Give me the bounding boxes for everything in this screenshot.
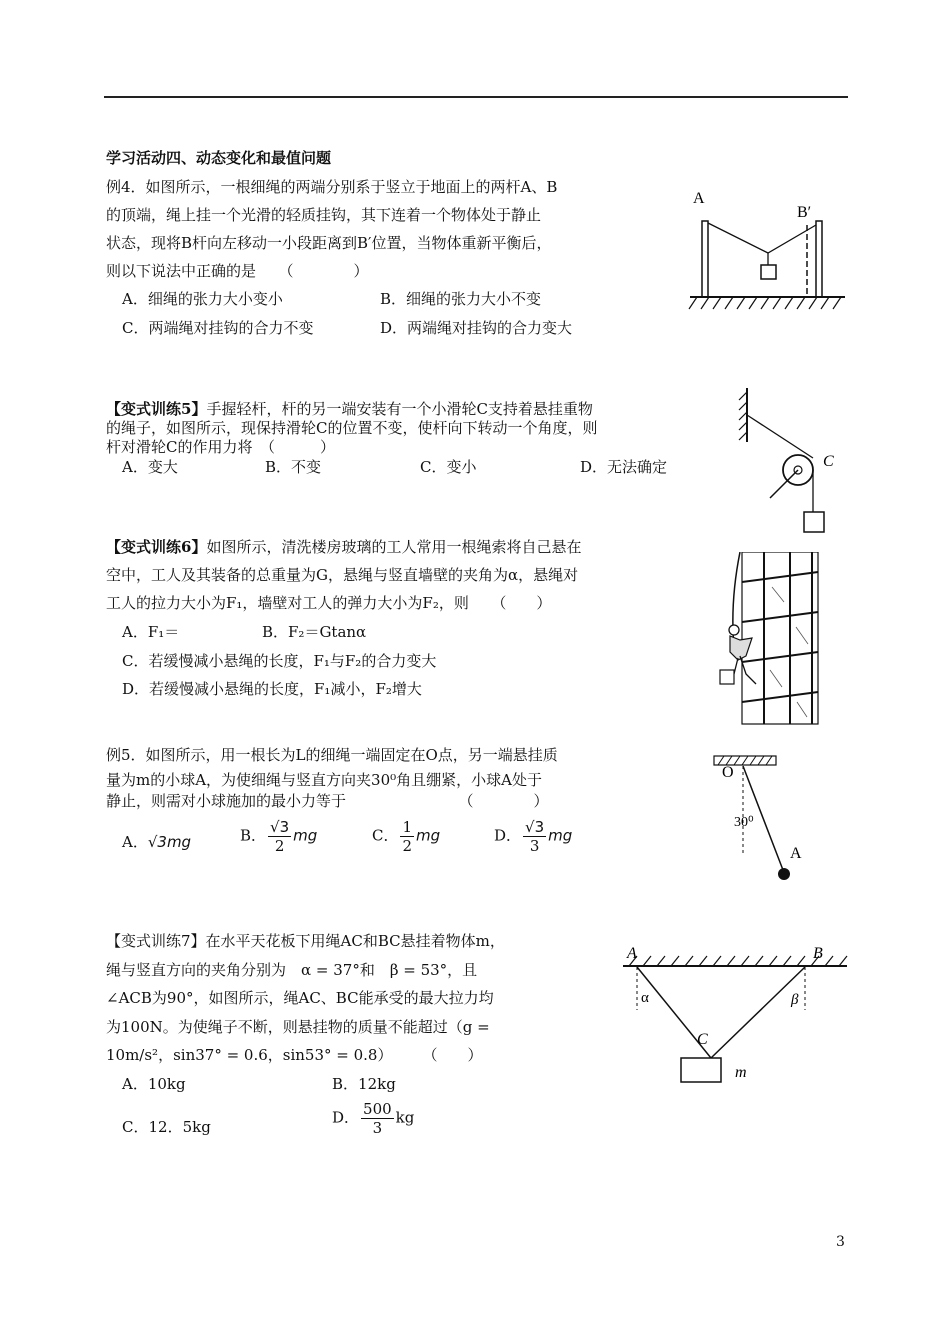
v7-line1 [106, 931, 505, 951]
v5-line3: 杆对滑轮C的作用力将 （ ） [106, 438, 335, 456]
fraction-denominator: 3 [529, 837, 540, 855]
v6-line2: 空中，工人及其装备的总重量为G，悬绳与竖直墙壁的夹角为α，悬绳对 [106, 566, 579, 584]
ex5-line2: 量为m的小球A，为使细绳与竖直方向夹30⁰角且绷紧，小球A处于 [106, 771, 542, 789]
fraction-denominator: 3 [372, 1119, 383, 1137]
ex4-option-d: D．两端绳对挂钩的合力变大 [380, 319, 573, 337]
option-unit: mg [416, 826, 441, 845]
fraction-denominator: 2 [402, 837, 413, 855]
ex5-option-a [122, 832, 191, 852]
v7-label-c: C [697, 1031, 708, 1048]
v5-label-c: C [823, 453, 834, 470]
v7-label-m: m [735, 1064, 747, 1081]
v7-line3: ∠ACB为90°，如图所示，绳AC、BC能承受的最大拉力均 [106, 989, 494, 1007]
fraction-numerator: 1 [402, 818, 413, 836]
ex4-line: 则以下说法中正确的是 （ ） [106, 262, 369, 280]
ex4-line: 的顶端，绳上挂一个光滑的轻质挂钩，其下连着一个物体处于静止 [106, 206, 542, 224]
ex5-line3: 静止，则需对小球施加的最小力等于 （ ） [106, 792, 549, 810]
v6-option-a: A．F₁＝ [122, 623, 180, 641]
page-number: 3 [836, 1234, 845, 1250]
v7-figure [615, 940, 855, 1090]
ex4-option-b: B．细绳的张力大小不变 [380, 290, 542, 308]
v7-label-b: B [813, 945, 823, 962]
ex5-figure [710, 752, 820, 887]
v5-option-c: C．变小 [420, 458, 477, 476]
v6-option-c: C．若缓慢减小悬绳的长度，F₁与F₂的合力变大 [122, 652, 437, 670]
ex5-label-a: A [790, 845, 802, 862]
ex5-option-c [372, 818, 440, 855]
v7-tag: 【变式训练7】 [106, 932, 206, 950]
v7-option-b: B．12kg [332, 1075, 396, 1093]
v6-tag: 【变式训练6】 [106, 538, 207, 556]
option-value: √3mg [147, 833, 192, 851]
v7-option-a: A．10kg [122, 1075, 186, 1093]
v6-option-b: B．F₂＝Gtanα [262, 623, 367, 641]
v5-line1 [106, 399, 593, 419]
ex5-option-d [494, 818, 572, 855]
ex4-label-b: B′ [797, 204, 812, 221]
option-label: C． [372, 826, 399, 845]
v7-label-a: A [627, 945, 637, 962]
header-rule [104, 96, 848, 98]
fraction-denominator: 2 [274, 837, 285, 855]
v6-line3: 工人的拉力大小为F₁，墙壁对工人的弹力大小为F₂，则 （ ） [106, 594, 552, 612]
option-unit: mg [548, 826, 573, 845]
fraction-numerator: 500 [363, 1100, 392, 1118]
v6-text: 如图所示，清洗楼房玻璃的工人常用一根绳索将自己悬在 [206, 538, 582, 556]
option-unit: kg [395, 1108, 415, 1127]
fraction-numerator: √3 [525, 818, 545, 836]
v7-label-alpha: α [641, 990, 649, 1006]
section-title: 学习活动四、动态变化和最值问题 [106, 149, 332, 167]
option-label: D． [332, 1108, 360, 1127]
option-unit: mg [293, 826, 318, 845]
v7-option-c: C．12．5kg [122, 1118, 211, 1136]
ex5-label-angle: 30⁰ [734, 815, 754, 830]
ex4-option-a: A．细绳的张力大小变小 [122, 290, 283, 308]
v7-line2: 绳与竖直方向的夹角分别为 α = 37°和 β = 53°，且 [106, 961, 478, 979]
option-label: D． [494, 826, 522, 845]
ex4-label-a: A [693, 190, 705, 207]
option-label: A． [122, 833, 148, 851]
ex5-label-o: O [722, 764, 734, 781]
v6-option-d: D．若缓慢减小悬绳的长度，F₁减小，F₂增大 [122, 680, 422, 698]
v5-figure [735, 380, 850, 545]
v5-option-d: D．无法确定 [580, 458, 668, 476]
ex4-option-c: C．两端绳对挂钩的合力不变 [122, 319, 314, 337]
fraction-numerator: √3 [270, 818, 290, 836]
v5-line2: 的绳子，如图所示，现保持滑轮C的位置不变，使杆向下转动一个角度，则 [106, 419, 598, 437]
ex4-figure [685, 185, 850, 315]
v5-text: 手握轻杆，杆的另一端安装有一个小滑轮C支持着悬挂重物 [206, 400, 593, 418]
v7-option-d [332, 1100, 414, 1137]
v5-option-a: A．变大 [122, 458, 178, 476]
v7-line4: 为100N。为使绳子不断，则悬挂物的质量不能超过（g = [106, 1018, 490, 1036]
ex5-line1: 例5．如图所示，用一根长为L的细绳一端固定在O点，另一端悬挂质 [106, 746, 558, 764]
ex4-line: 例4．如图所示，一根细绳的两端分别系于竖立于地面上的两杆A、B [106, 178, 558, 196]
v7-line5: 10m/s²，sin37° = 0.6，sin53° = 0.8） （ ） [106, 1046, 483, 1064]
v5-tag: 【变式训练5】 [106, 400, 207, 418]
v6-building-figure [712, 552, 822, 727]
option-label: B． [240, 826, 267, 845]
ex5-option-b [240, 818, 317, 855]
v7-text: 在水平天花板下用绳AC和BC悬挂着物体m， [205, 932, 505, 950]
v6-line1 [106, 537, 581, 557]
v7-label-beta: β [791, 992, 799, 1008]
v5-option-b: B．不变 [265, 458, 322, 476]
ex4-line: 状态，现将B杆向左移动一小段距离到B′位置，当物体重新平衡后， [106, 234, 552, 252]
